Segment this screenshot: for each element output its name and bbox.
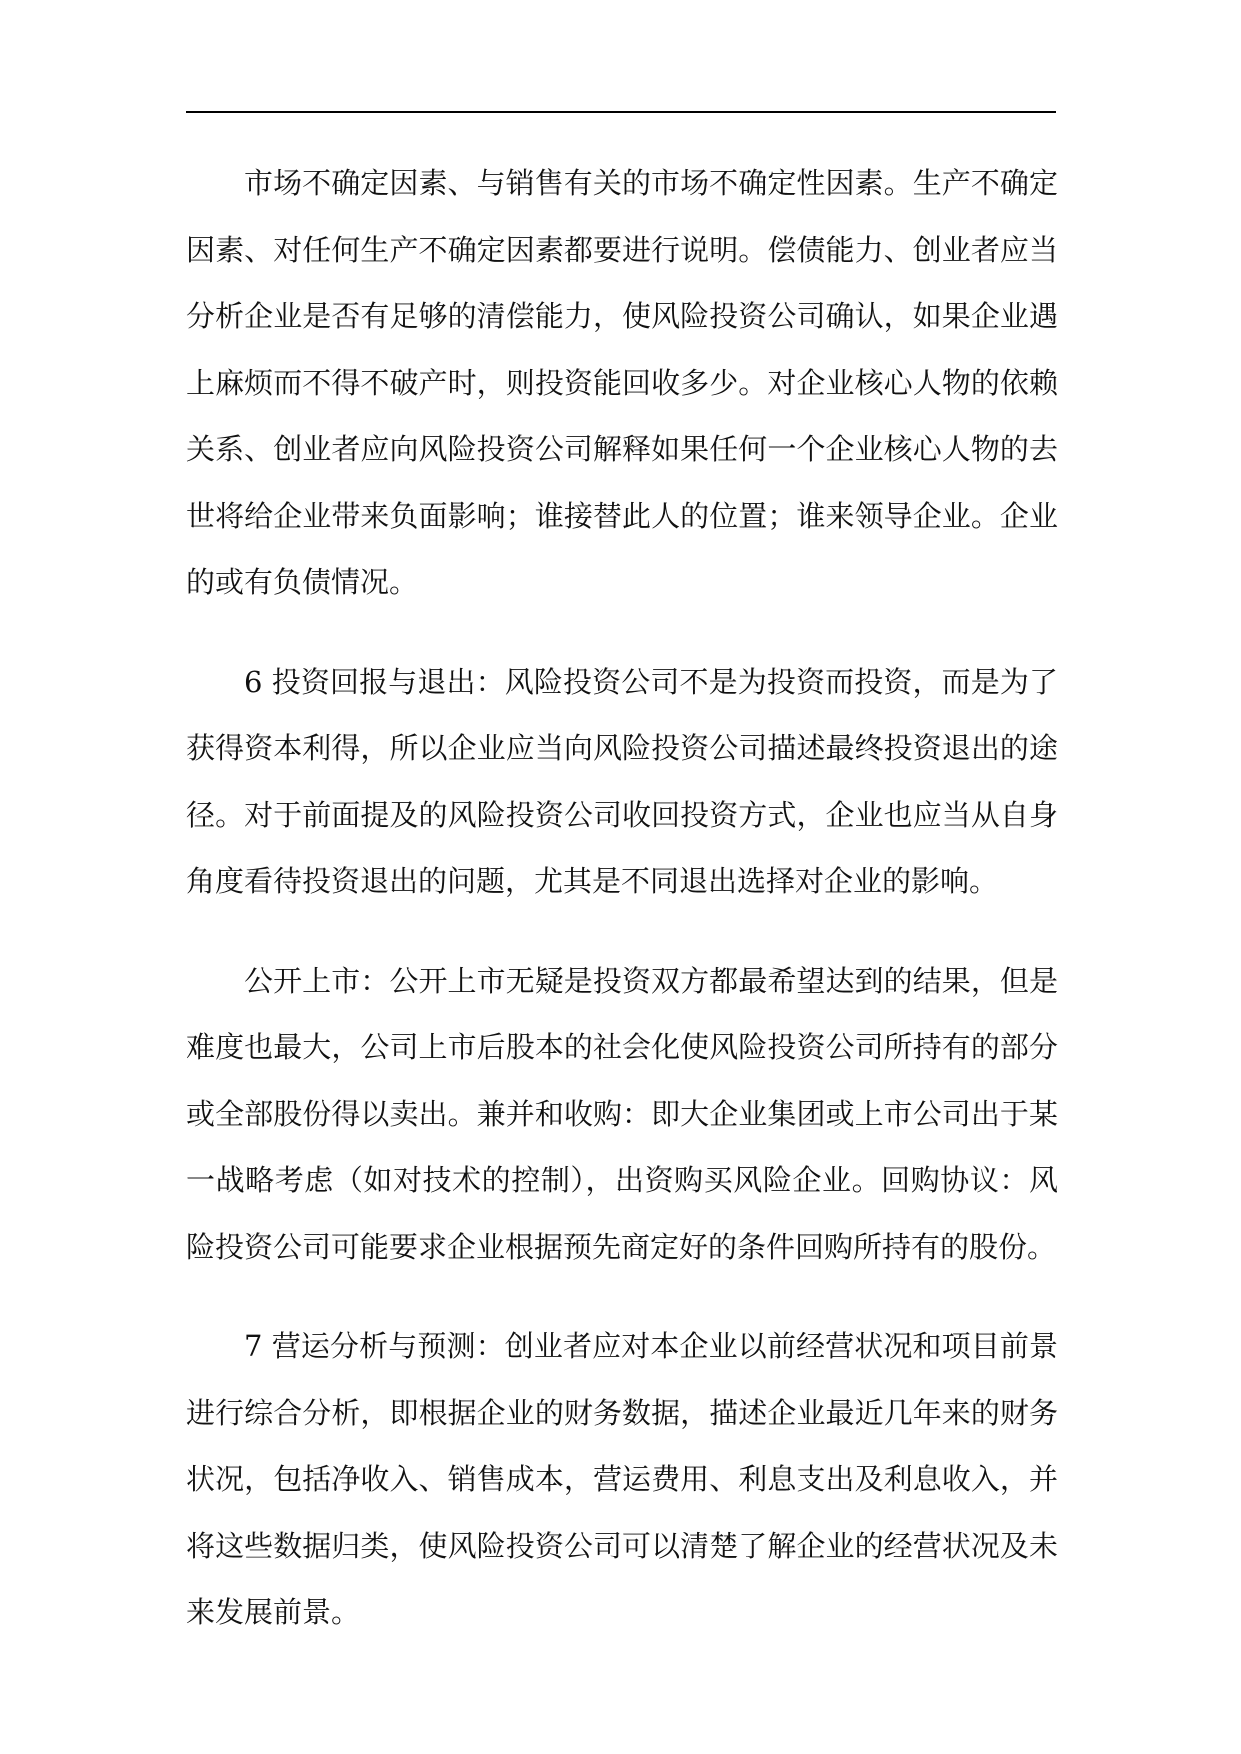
paragraph-risk-factors: 市场不确定因素、与销售有关的市场不确定性因素。生产不确定因素、对任何生产不确定因素都要进行说明。偿债能力、创业者应当分析企业是否有足够的清偿能力，使风险投资公司确认，如果企业遇上麻烦而不得不破产时，则投资能回收多少。对企业核心人物的依赖关系、创业者应向风险投资公司解释如果任何一个企业核心人物的去世将给企业带来负面影响；谁接替此人的位置；谁来领导企业。企业的或有负债情况。 [186, 166, 1058, 599]
paragraph-operations-forecast: 7 营运分析与预测：创业者应对本企业以前经营状况和项目前景进行综合分析，即根据企业的财务数据，描述企业最近几年来的财务状况，包括净收入、销售成本，营运费用、利息支出及利息收入，并将这些数据归类，使风险投资公司可以清楚了解企业的经营状况及未来发展前景。 [186, 1329, 1058, 1629]
header-rule [186, 111, 1056, 113]
paragraph-exit-options: 公开上市：公开上市无疑是投资双方都最希望达到的结果，但是难度也最大，公司上市后股本的社会化使风险投资公司所持有的部分或全部股份得以卖出。兼并和收购：即大企业集团或上市公司出于某一战略考虑（如对技术的控制），出资购买风险企业。回购协议：风险投资公司可能要求企业根据预先商定好的条件回购所持有的股份。 [186, 963, 1058, 1264]
paragraph-investment-exit: 6 投资回报与退出：风险投资公司不是为投资而投资，而是为了获得资本利得，所以企业应当向风险投资公司描述最终投资退出的途径。对于前面提及的风险投资公司收回投资方式，企业也应当从自身角度看待投资退出的问题，尤其是不同退出选择对企业的影响。 [186, 664, 1058, 898]
document-body [186, 150, 1058, 1679]
